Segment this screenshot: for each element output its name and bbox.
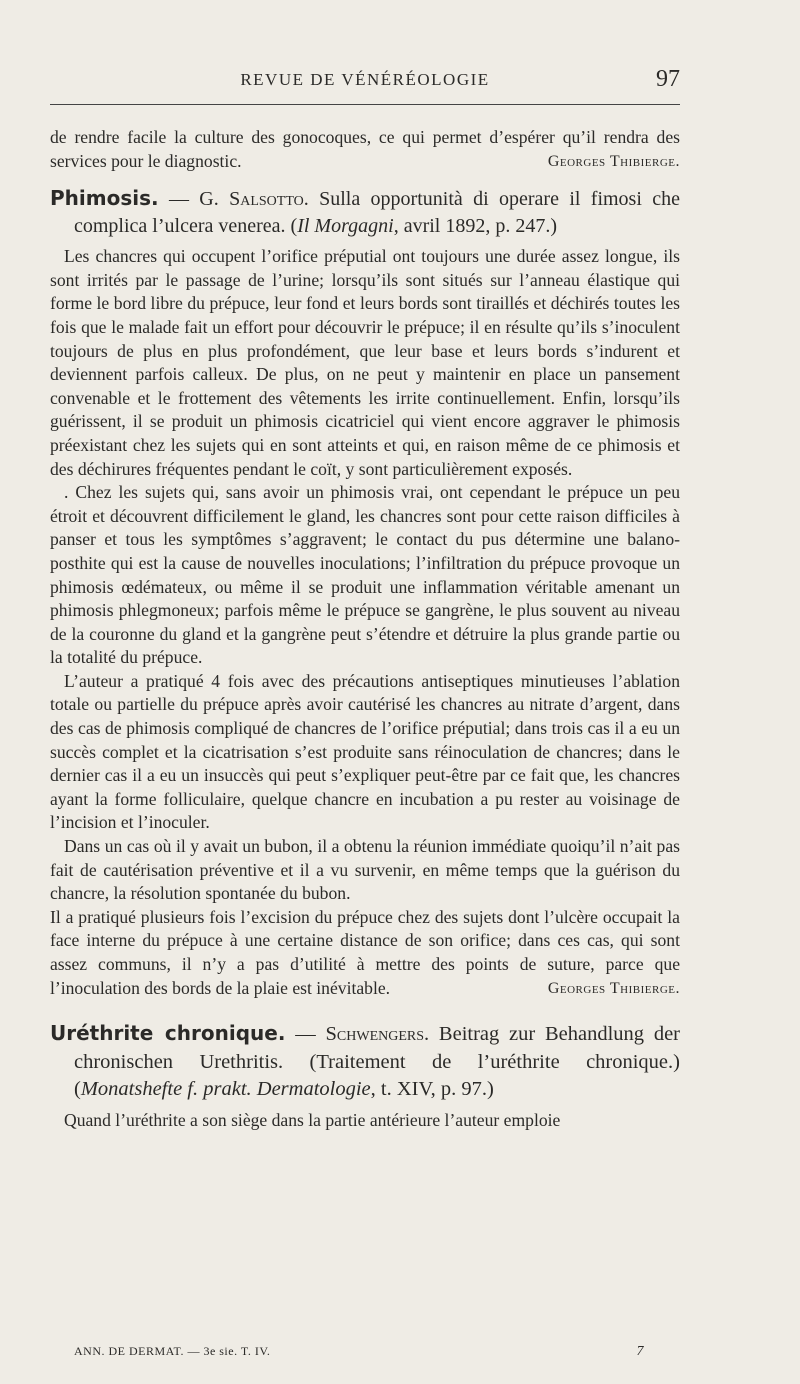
citation: , avril 1892, p. 247.) bbox=[393, 215, 557, 238]
journal-name: Monatshefte f. prakt. Dermatologie bbox=[80, 1078, 371, 1101]
running-header bbox=[50, 66, 680, 96]
paragraph: L’auteur a pratiqué 4 fois avec des précautions antiseptiques minutieuses l’ablation totale ou partielle du prépuce après avoir cautérisé les chancres au nitrate d’argent, dans des cas de phimosis compliqué de chancres de l’orifice préputial; dans trois cas il a eu un succès complet et la cicatrisation s’est produite sans réinoculation de chancres; dans le dernier cas il a eu un insuccès qui peut s’expliquer peut-être par ce fait que, les chancres ayant la forme folliculaire, quelque chancre en incubation a pu rester au voisinage de l’incision et l’inoculer. bbox=[50, 670, 680, 833]
citation: , t. XIV, p. 97.) bbox=[370, 1078, 494, 1101]
paragraph: Dans un cas où il y avait un bubon, il a obtenu la réunion immédiate quoiqu’il n’ait pas fait de cautérisation préventive et il a vu survenir, en même temps que la guérison du chancre, la résolution spontanée du bubon. bbox=[50, 836, 680, 904]
continuation-text: de rendre facile la culture des gonocoques, ce qui permet d’espérer qu’il rendra des services pour le diagnostic. bbox=[50, 127, 680, 171]
paragraph: Les chancres qui occupent l’orifice préputial ont toujours une durée assez longue, ils sont irrités par le passage de l’urine; lorsqu’ils sont situés sur l’anneau élastique qui forme le bord libre du prépuce, leur fond et leurs bords sont tiraillés et déchirés toutes les fois que le malade fait un effort pour découvrir le prépuce; il en résulte qu’ils s’inoculent toujours de plus en plus profondément, que leur base et leurs bords s’indurent et deviennent parfois calleux. De plus, on ne peut y maintenir en place un pansement convenable et le frottement des vêtements les irrite continuellement. Enfin, lorsqu’ils guérissent, il se produit un phimosis cicatriciel qui vient encore aggraver le phimosis préexistant chez les sujets qui en sont atteints et qui, en raison même de ce phimosis et des déchirures fréquentes pendant le coït, y sont particulièrement exposés. bbox=[50, 246, 680, 479]
article-title: . Beitrag zur Behandlung der chronischen Urethritis. (Traitement de l’uréthrite chronique.) ( bbox=[74, 1023, 681, 1101]
paragraph-with-signature bbox=[50, 906, 680, 1000]
continuation-paragraph bbox=[50, 126, 680, 173]
footer-sheet-number: 7 bbox=[636, 1344, 644, 1359]
page-body bbox=[50, 126, 680, 1132]
signature: Georges Thibierge. bbox=[547, 979, 680, 997]
header-rule bbox=[50, 104, 680, 105]
article-keyword: Uréthrite chronique. bbox=[50, 1021, 286, 1046]
page-footer bbox=[74, 1344, 644, 1364]
paragraph: . Chez les sujets qui, sans avoir un phimosis vrai, ont cependant le prépuce un peu étroit et découvrent difficilement le gland, les chancres sont pour cette raison difficiles à panser et tous les symptômes s’aggravent; le contact du pus détermine une balano-posthite qui est la cause de nouvelles inoculations; l’infiltration du prépuce provoque un phimosis œdémateux, ou même il se produit une inflammation véritable amenant un phimosis phlegmoneux; parfois même le prépuce se gangrène, le plus souvent au niveau de la couronne du gland et la gangrène peut s’étendre et détruire la plus grande partie ou la totalité du prépuce. bbox=[50, 482, 680, 668]
paragraph: Il a pratiqué plusieurs fois l’excision du prépuce chez des sujets dont l’ulcère occupait la face interne du prépuce à une certaine distance de son orifice; dans ces cas, qui sont assez communs, il n’y a pas d’utilité à mettre des points de suture, parce que l’inoculation des bords de la plaie est inévitable. bbox=[50, 906, 680, 998]
author-initial: G. bbox=[199, 188, 230, 211]
dash: — bbox=[285, 1023, 326, 1046]
footer-signature-mark: ANN. DE DERMAT. — 3e sie. T. IV. bbox=[74, 1344, 271, 1358]
signature: Georges Thibierge. bbox=[547, 152, 680, 170]
author-name: Schwengers bbox=[325, 1023, 425, 1046]
article-heading-urethrite bbox=[50, 1020, 680, 1104]
journal-name: Il Morgagni bbox=[297, 215, 394, 238]
author-name: Salsotto bbox=[229, 188, 304, 211]
article-keyword: Phimosis. bbox=[50, 186, 159, 211]
running-title: REVUE DE VÉNÉRÉOLOGIE bbox=[240, 70, 490, 89]
article-title: . Sulla opportunità di operare il fimosi che complica l’ulcera venerea. ( bbox=[74, 188, 680, 238]
dash: — bbox=[158, 188, 200, 211]
article-heading-phimosis bbox=[50, 185, 680, 240]
page-number: 97 bbox=[656, 66, 680, 92]
paragraph: Quand l’uréthrite a son siège dans la partie antérieure l’auteur emploie bbox=[64, 1109, 561, 1130]
